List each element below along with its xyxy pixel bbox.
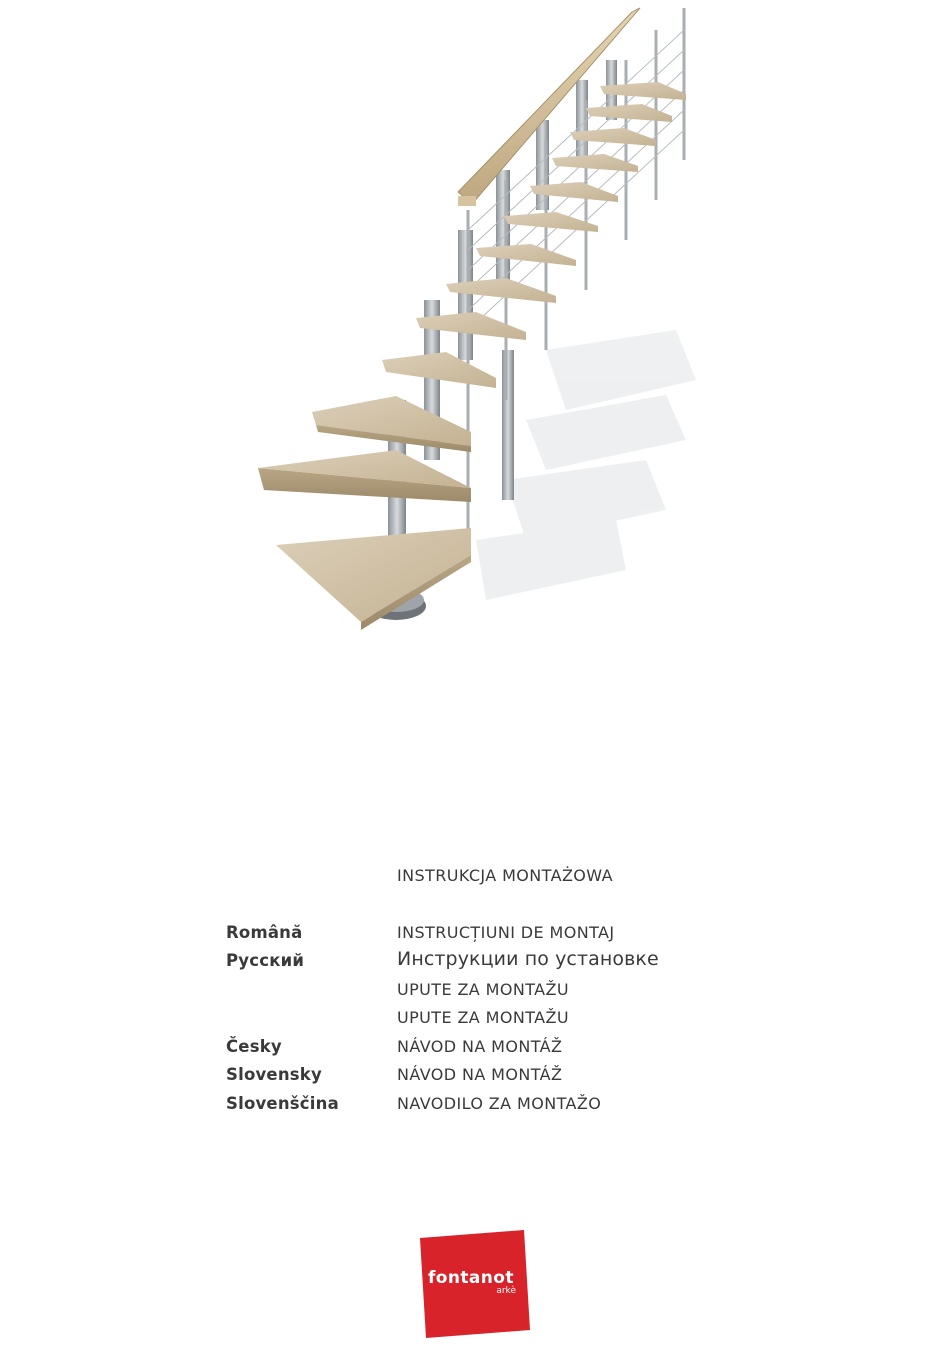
logo-sub: arkè xyxy=(496,1286,516,1296)
title-row-czech xyxy=(226,1037,746,1066)
title-row-bosnian xyxy=(226,1008,746,1037)
title-row-croatian xyxy=(226,980,746,1009)
title-row-polish xyxy=(226,866,746,895)
title-croatian: UPUTE ZA MONTAŽU xyxy=(397,979,569,999)
title-row-romanian xyxy=(226,923,746,952)
language-slovenian: Slovenščina xyxy=(226,1093,339,1113)
title-romanian: INSTRUCȚIUNI DE MONTAJ xyxy=(397,922,615,942)
language-slovak: Slovensky xyxy=(226,1065,322,1084)
title-row-slovak xyxy=(226,1065,746,1094)
language-russian: Русский xyxy=(226,951,305,970)
fontanot-logo xyxy=(420,1230,530,1338)
title-slovenian: NAVODILO ZA MONTAŽO xyxy=(397,1093,602,1113)
title-bosnian: UPUTE ZA MONTAŽU xyxy=(397,1008,569,1027)
title-row-slovenian xyxy=(226,1094,746,1123)
staircase-illustration xyxy=(246,0,706,652)
logo-brand: fontanot xyxy=(428,1268,514,1288)
title-russian: Инструкции по установке xyxy=(397,948,659,970)
title-row-russian xyxy=(226,948,746,980)
title-polish: INSTRUKCJA MONTAŻOWA xyxy=(397,866,613,885)
language-czech: Česky xyxy=(226,1036,282,1056)
language-romanian: Română xyxy=(226,922,303,942)
title-slovak: NÁVOD NA MONTÁŽ xyxy=(397,1065,563,1084)
title-czech: NÁVOD NA MONTÁŽ xyxy=(397,1036,563,1056)
language-list xyxy=(226,866,746,1122)
